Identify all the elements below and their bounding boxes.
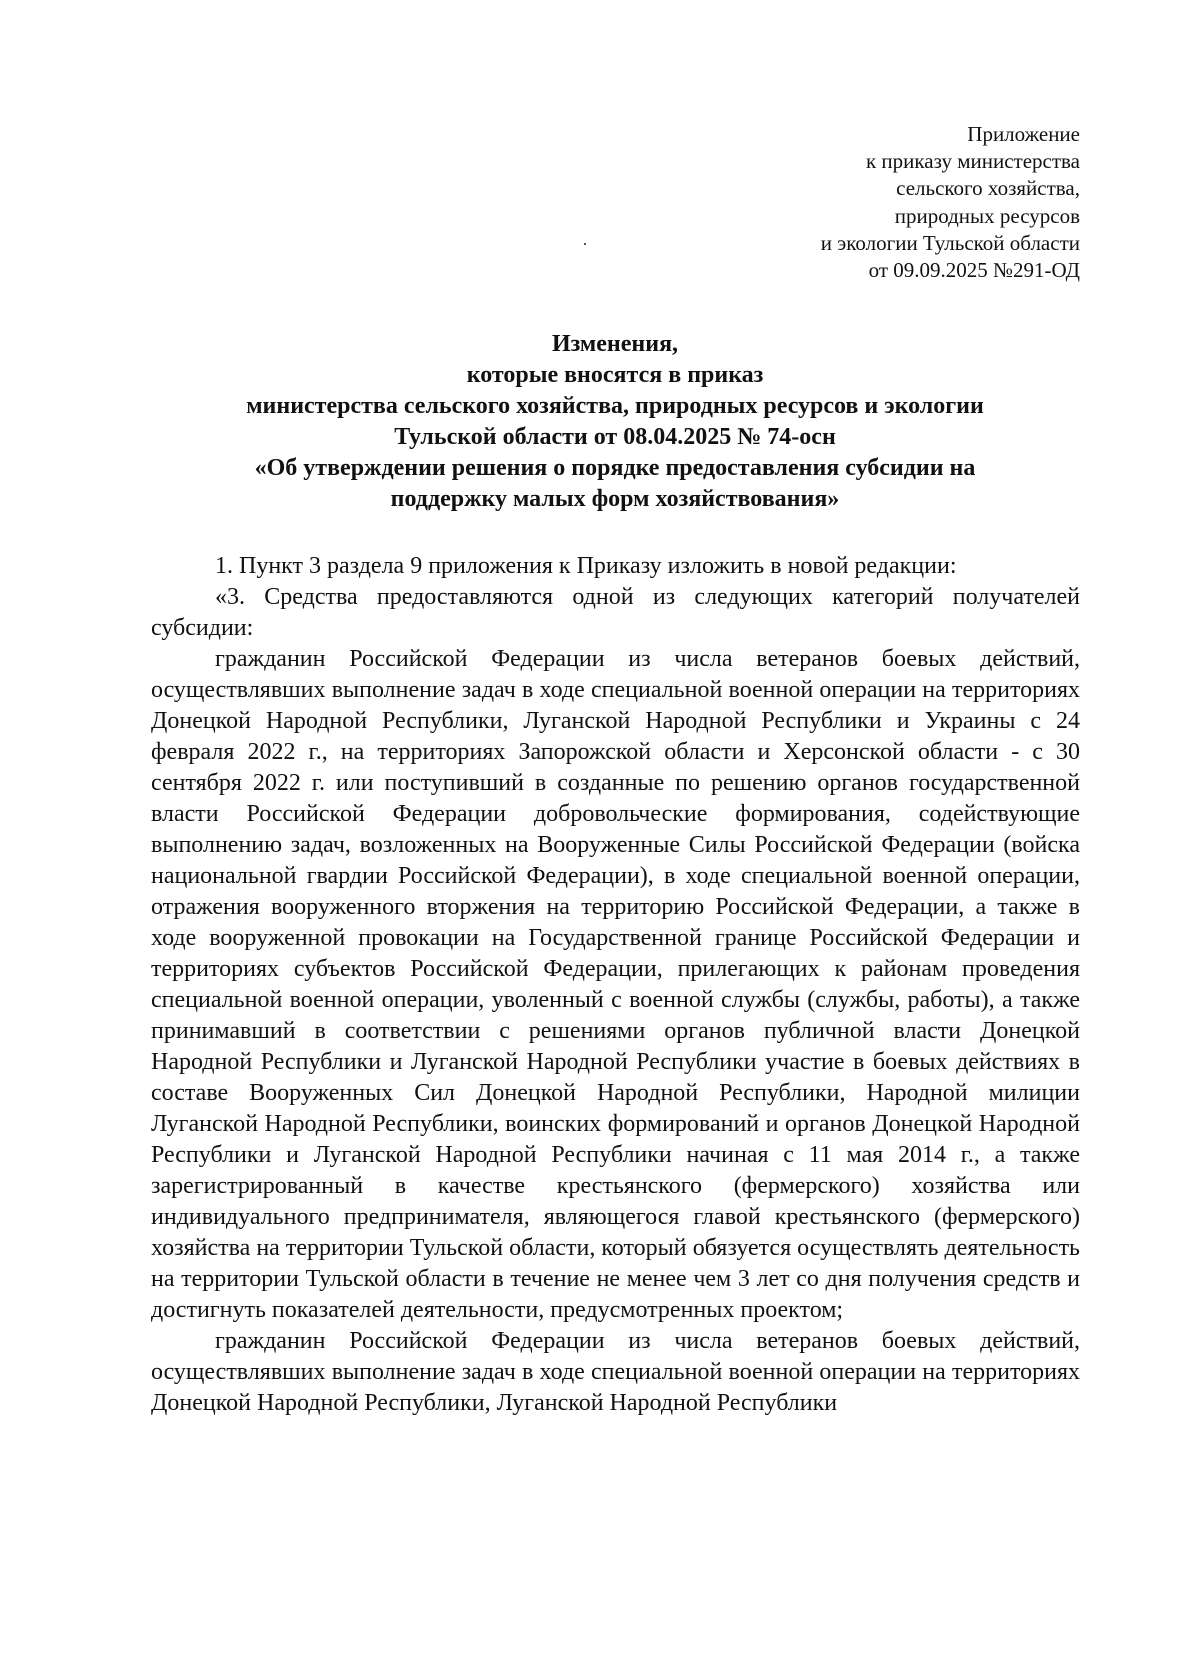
appendix-block <box>821 121 1080 284</box>
scan-speck <box>584 243 586 245</box>
title-line: поддержку малых форм хозяйствования» <box>390 486 840 512</box>
document-body <box>151 551 1080 1419</box>
paragraph-category-1: гражданин Российской Федерации из числа ветеранов боевых действий, осуществлявших выполнение задач в ходе специальной военной операции на территориях Донецкой Народной Республики, Луганской Народной Республики и Украины с 24 февраля 2022 г., на территориях Запорожской области и Херсонской области - с 30 сентября 2022 г. или поступивший в созданные по решению органов государственной власти Российской Федерации добровольческие формирования, содействующие выполнению задач, возложенных на Вооруженные Силы Российской Федерации (войска национальной гвардии Российской Федерации), в ходе специальной военной операции, отражения вооруженного вторжения на территорию Российской Федерации, а также в ходе вооруженной провокации на Государственной границе Российской Федерации и территориях субъектов Российской Федерации, прилегающих к районам проведения специальной военной операции, уволенный с военной службы (службы, работы), а также принимавший в соответствии с решениями органов публичной власти Донецкой Народной Республики и Луганской Народной Республики участие в боевых действиях в составе Вооруженных Сил Донецкой Народной Республики, Народной милиции Луганской Народной Республики, воинских формирований и органов Донецкой Народной Республики и Луганской Народной Республики начиная с 11 мая 2014 г., а также зарегистрированный в качестве крестьянского (фермерского) хозяйства или индивидуального предпринимателя, являющегося главой крестьянского (фермерского) хозяйства на территории Тульской области, который обязуется осуществлять деятельность на территории Тульской области в течение не менее чем 3 лет со дня получения средств и достигнуть показателей деятельности, предусмотренных проектом; <box>151 646 1080 1323</box>
appendix-line: и экологии Тульской области <box>820 230 1080 255</box>
appendix-line: природных ресурсов <box>894 203 1080 228</box>
title-line: Изменения, <box>551 331 679 357</box>
title-line: «Об утверждении решения о порядке предоставления субсидии на <box>254 455 976 481</box>
appendix-line: от 09.09.2025 №291-ОД <box>868 258 1080 283</box>
title-line: министерства сельского хозяйства, природных ресурсов и экологии <box>246 393 984 419</box>
paragraph-category-2: гражданин Российской Федерации из числа ветеранов боевых действий, осуществлявших выполнение задач в ходе специальной военной операции на территориях Донецкой Народной Республики, Луганской Народной Республики <box>151 1328 1080 1416</box>
paragraph-amendment-intro: 1. Пункт 3 раздела 9 приложения к Приказу изложить в новой редакции: <box>215 553 957 579</box>
appendix-line: Приложение <box>967 122 1080 146</box>
title-line: которые вносятся в приказ <box>466 362 764 388</box>
document-title <box>150 329 1080 515</box>
appendix-line: сельского хозяйства, <box>896 176 1080 201</box>
paragraph-item-3: «3. Средства предоставляются одной из следующих категорий получателей субсидии: <box>151 584 1080 641</box>
title-line: Тульской области от 08.04.2025 № 74-осн <box>394 424 836 450</box>
appendix-line: к приказу министерства <box>865 149 1080 174</box>
